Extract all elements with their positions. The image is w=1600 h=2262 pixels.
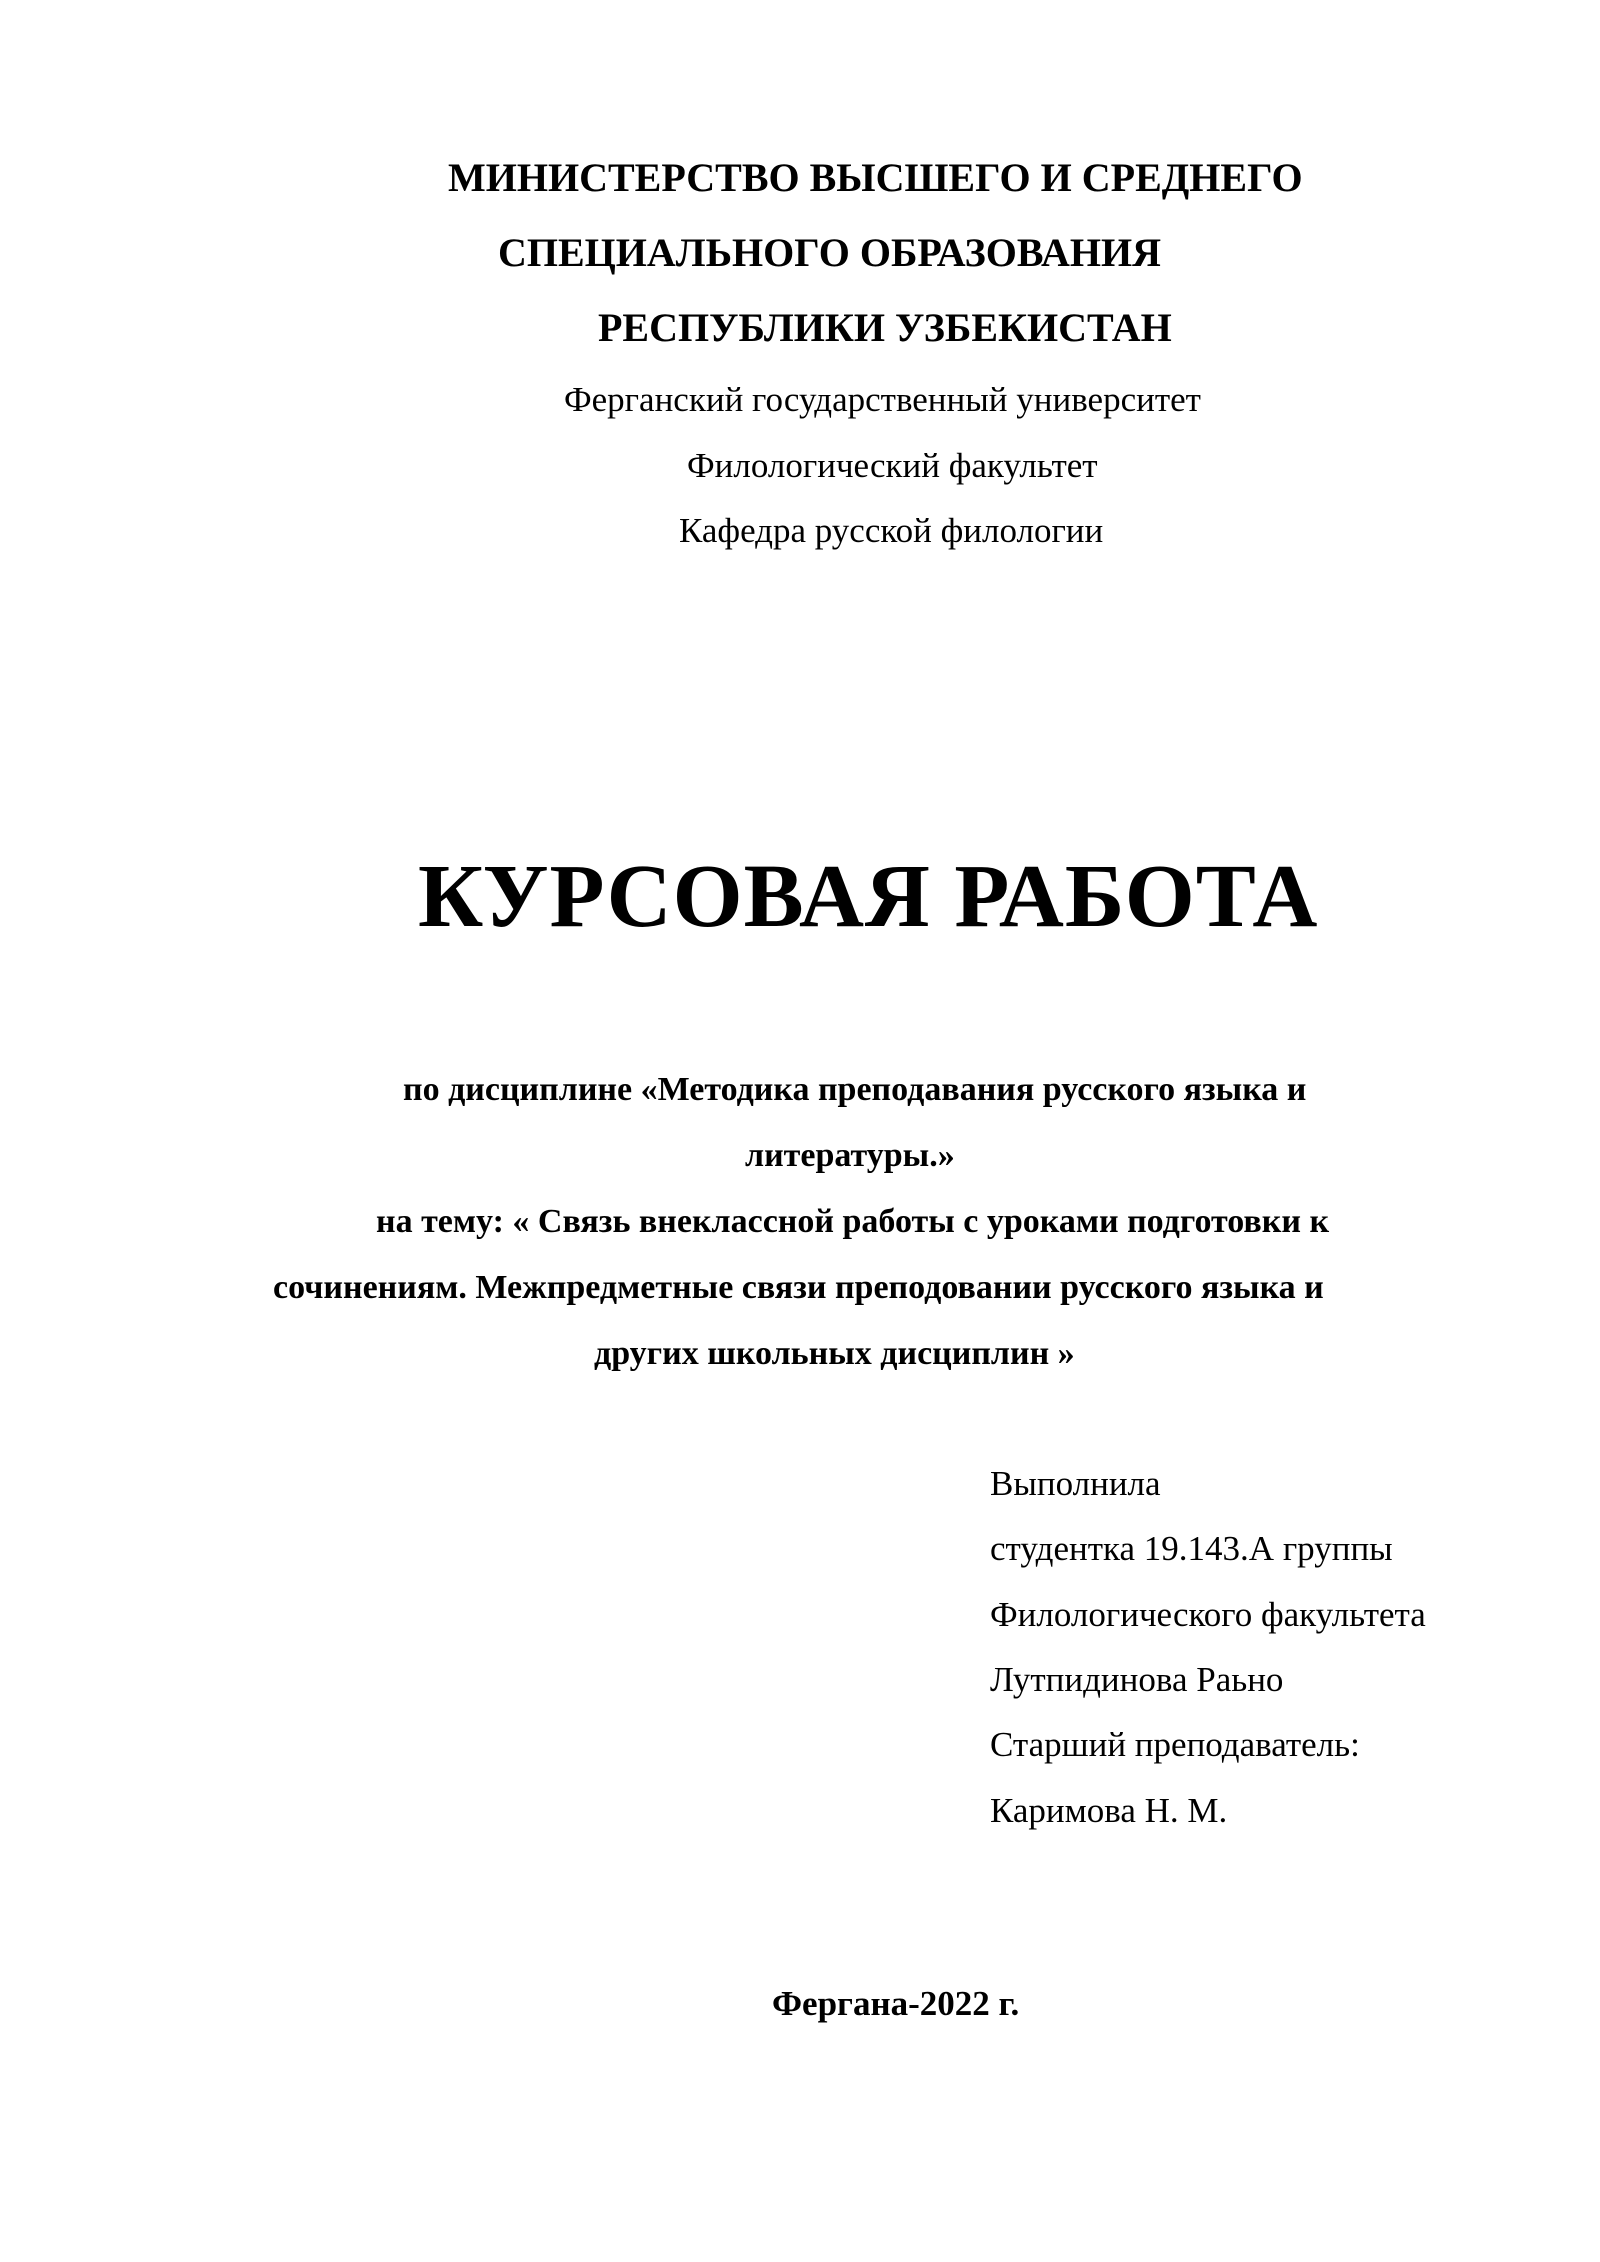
faculty-name: Филологический факультет <box>687 446 1098 485</box>
discipline-line-2: литературы.» <box>745 1137 955 1174</box>
student-group: студентка 19.143.А группы <box>990 1529 1393 1568</box>
university-name: Ферганский государственный университет <box>564 380 1201 419</box>
supervisor-name: Каримова Н. М. <box>990 1791 1228 1830</box>
discipline-line-1: по дисциплине «Методика преподавания русского языка и <box>403 1071 1307 1108</box>
city-year: Фергана-2022 г. <box>772 1984 1020 2023</box>
ministry-line-1: МИНИСТЕРСТВО ВЫСШЕГО И СРЕДНЕГО <box>448 155 1303 200</box>
topic-line-2: сочинениям. Межпредметные связи преподовании русского языка и <box>273 1269 1324 1306</box>
student-name: Лутпидинова Раьно <box>990 1660 1284 1699</box>
ministry-line-2: СПЕЦИАЛЬНОГО ОБРАЗОВАНИЯ <box>498 230 1161 275</box>
student-faculty: Филологического факультета <box>990 1595 1426 1634</box>
topic-line-1: на тему: « Связь внеклассной работы с уроками подготовки к <box>376 1203 1330 1240</box>
ministry-line-3: РЕСПУБЛИКИ УЗБЕКИСТАН <box>598 305 1172 350</box>
document-title: КУРСОВАЯ РАБОТА <box>418 847 1319 946</box>
topic-line-3: других школьных дисциплин » <box>594 1335 1075 1372</box>
supervisor-title: Старший преподаватель: <box>990 1725 1360 1764</box>
department-name: Кафедра русской филологии <box>679 511 1104 550</box>
performed-label: Выполнила <box>990 1464 1161 1503</box>
